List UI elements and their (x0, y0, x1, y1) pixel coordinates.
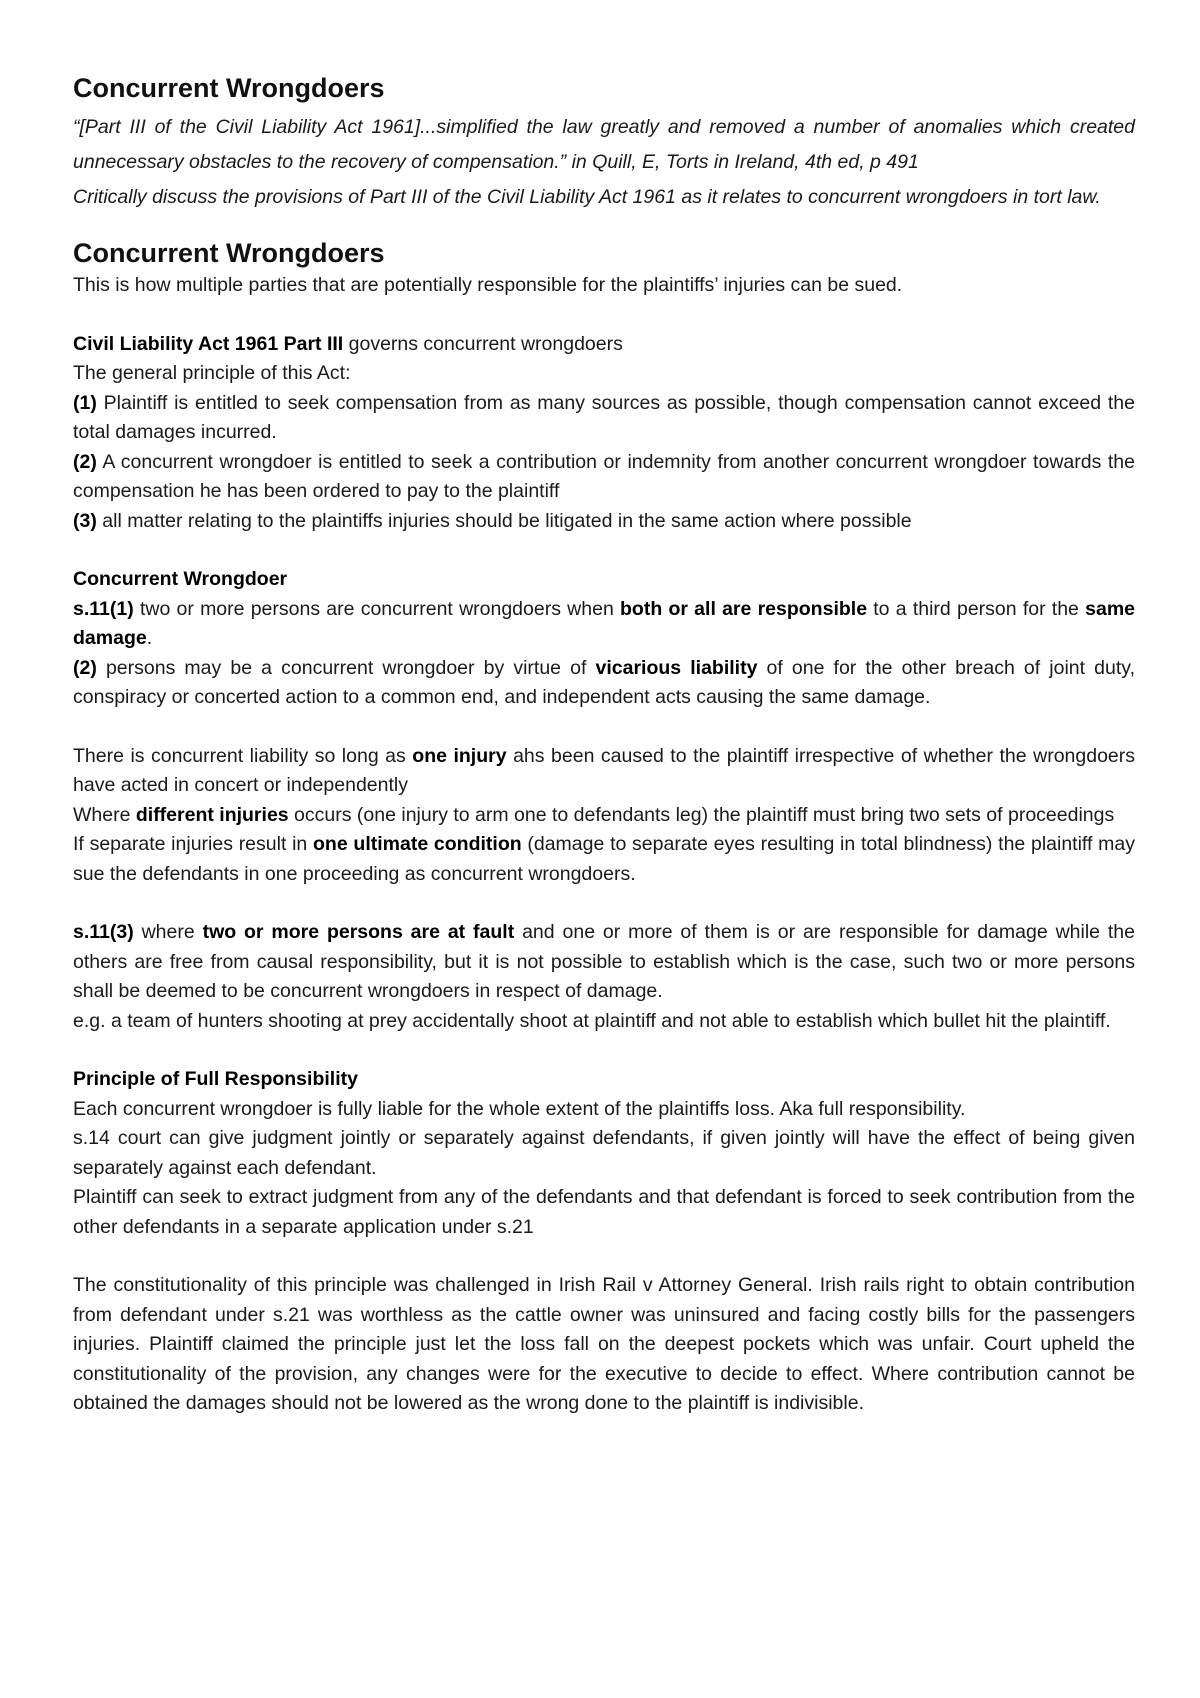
essay-question: Critically discuss the provisions of Part III of the Civil Liability Act 1961 as it relates to concurrent wrongdoers in tort law. (73, 186, 1101, 208)
document-page (73, 70, 1135, 1419)
principle-1: (1) Plaintiff is entitled to seek compensation from as many sources as possible, though compensation cannot exceed the total damages incurred. (73, 391, 1135, 443)
full-responsibility-p2: s.14 court can give judgment jointly or separately against defendants, if given jointly will have the effect of being given separately against each defendant. (73, 1127, 1135, 1179)
s11-2-paragraph: (2) persons may be a concurrent wrongdoer by virtue of vicarious liability of one for the other breach of joint duty, conspiracy or concerted action to a common end, and independent acts causing the same damage. (73, 656, 1135, 708)
spacer (73, 301, 1135, 330)
intro-section (73, 70, 1135, 215)
document-title: Concurrent Wrongdoers (73, 73, 385, 103)
principle-2: (2) A concurrent wrongdoer is entitled to seek a contribution or indemnity from another concurrent wrongdoer towards the compensation he has been ordered to pay to the plaintiff (73, 450, 1135, 502)
section-summary: This is how multiple parties that are potentially responsible for the plaintiffs’ injuries can be sued. (73, 274, 903, 296)
body-section (73, 271, 1135, 1419)
principle-3: (3) all matter relating to the plaintiffs injuries should be litigated in the same action where possible (73, 509, 912, 532)
act-heading: Civil Liability Act 1961 Part III governs concurrent wrongdoers (73, 332, 623, 355)
constitutionality-paragraph: The constitutionality of this principle was challenged in Irish Rail v Attorney General. Irish rails right to obtain contribution from defendant under s.21 was worthless as the cattle owner was uninsured and facing costly bills for the passengers injuries. Plaintiff claimed the principle just let the loss fall on the deepest pockets which was unfair. Court upheld the constitutionality of the provision, any changes were for the executive to decide to effect. Where contribution cannot be obtained the damages should not be lowered as the wrong done to the plaintiff is indivisible. (73, 1274, 1135, 1414)
spacer (73, 1036, 1135, 1065)
s11-3-example: e.g. a team of hunters shooting at prey accidentally shoot at plaintiff and not able to establish which bullet hit the plaintiff. (73, 1009, 1111, 1032)
liability-paragraph-2: Where different injuries occurs (one injury to arm one to defendants leg) the plaintiff must bring two sets of proceedings (73, 803, 1115, 826)
spacer (73, 536, 1135, 565)
intro-quote: “[Part III of the Civil Liability Act 1961]...simplified the law greatly and removed a number of anomalies which created unnecessary obstacles to the recovery of compensation.” in Quill, E, Torts in Ireland, 4th ed, p 491 (73, 116, 1135, 173)
liability-paragraph-3: If separate injuries result in one ultimate condition (damage to separate eyes resulting in total blindness) the plaintiff may sue the defendants in one proceeding as concurrent wrongdoers. (73, 833, 1135, 885)
act-name: Civil Liability Act 1961 Part III (73, 332, 344, 355)
liability-paragraph-1: There is concurrent liability so long as one injury ahs been caused to the plaintiff irrespective of whether the wrongdoers have acted in concert or independently (73, 744, 1136, 796)
spacer (73, 889, 1135, 918)
s11-3-paragraph: s.11(3) where two or more persons are at fault and one or more of them is or are responsible for damage while the others are free from causal responsibility, but it is not possible to establish which is the case, such two or more persons shall be deemed to be concurrent wrongdoers in respect of damage. (73, 921, 1135, 1002)
full-responsibility-heading: Principle of Full Responsibility (73, 1068, 358, 1090)
wrongdoer-heading: Concurrent Wrongdoer (73, 568, 288, 590)
spacer (73, 713, 1135, 742)
spacer (73, 1242, 1135, 1271)
full-responsibility-p3: Plaintiff can seek to extract judgment from any of the defendants and that defendant is forced to seek contribution from the other defendants in a separate application under s.21 (73, 1186, 1135, 1238)
section-title: Concurrent Wrongdoers (73, 238, 385, 268)
full-responsibility-p1: Each concurrent wrongdoer is fully liable for the whole extent of the plaintiffs loss. Aka full responsibility. (73, 1097, 966, 1120)
principle-intro: The general principle of this Act: (73, 362, 351, 384)
s11-1-paragraph: s.11(1) two or more persons are concurrent wrongdoers when both or all are responsible to a third person for the same damage. (73, 597, 1135, 649)
